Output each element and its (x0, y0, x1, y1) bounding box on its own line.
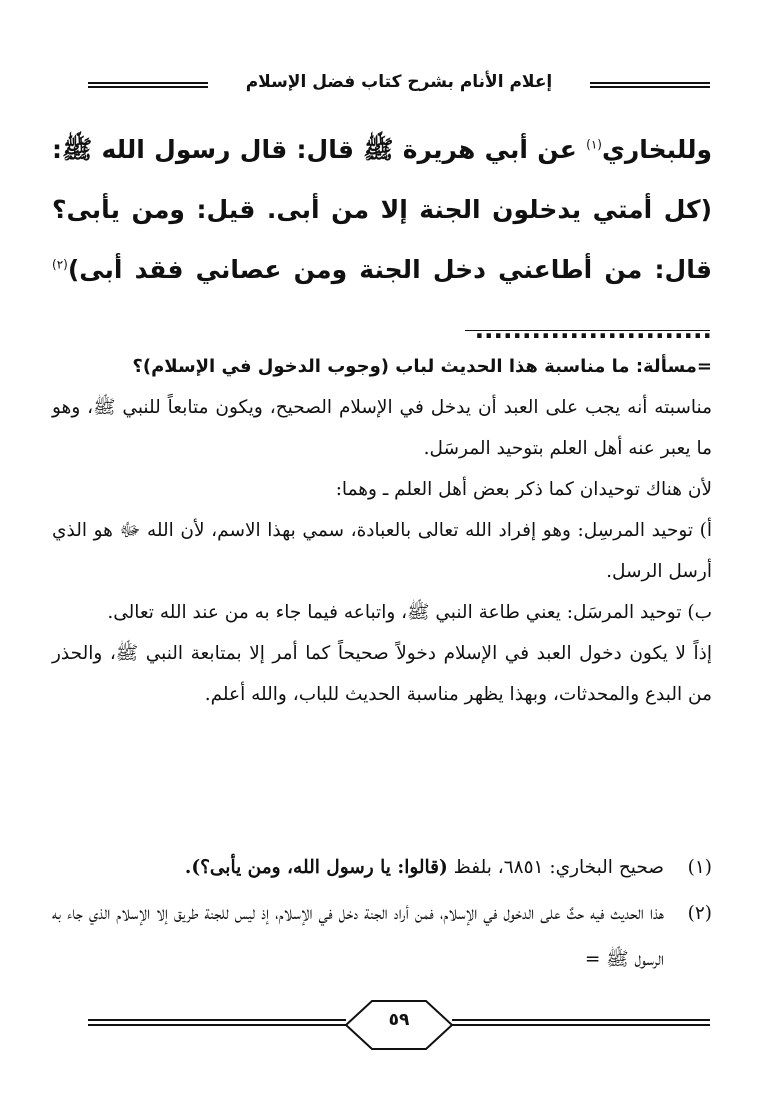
footnote-number: (٢) (687, 903, 712, 924)
continuation-dots: ......................... (474, 315, 712, 344)
header-rule-left (88, 82, 208, 88)
hadith-paragraph (52, 120, 712, 360)
commentary-paragraph-3: أ) توحيد المرسِل: وهو إفراد الله تعالى بالعبادة، سمي بهذا الاسم، لأن الله ﷻ هو الذي أرسل الرسل. (52, 520, 712, 582)
footnote-text-plain: صحيح البخاري: ٦٨٥١، بلفظ (447, 857, 664, 878)
commentary (52, 346, 712, 715)
page-footer (88, 1003, 710, 1051)
commentary-paragraph-5: إذاً لا يكون دخول العبد في الإسلام دخولاً صحيحاً كما أمر إلا بمتابعة النبي ﷺ، والحذر من البدع والمحدثات، وبهذا يظهر مناسبة الحديث للباب، والله أعلم. (52, 643, 712, 705)
running-header (88, 70, 710, 100)
footnote-1 (52, 845, 712, 891)
question-heading: =مسألة: ما مناسبة هذا الحديث لباب (وجوب الدخول في الإسلام)؟ (132, 356, 712, 377)
hadith-intro: وللبخاري (601, 135, 712, 164)
footnote-2 (52, 891, 712, 983)
footnote-ref-1: (١) (586, 137, 602, 152)
commentary-paragraph-2: لأن هناك توحيدان كما ذكر بعض أهل العلم ـ وهما: (335, 479, 712, 500)
main-text (52, 120, 712, 360)
commentary-paragraph-4: ب) توحيد المرسَل: يعني طاعة النبي ﷺ، واتباعه فيما جاء به من عند الله تعالى. (107, 602, 712, 623)
footnote-text: هذا الحديث فيه حثٌ على الدخول في الإسلام، فمن أراد الجنة دخل في الإسلام، إذ ليس للجنة طريق إلا الإسلام الذي جاء به الرسول ﷺ = (52, 903, 664, 970)
footer-rule-left (88, 1019, 346, 1026)
footnote-number: (١) (687, 857, 712, 878)
footnote-separator (465, 330, 710, 331)
commentary-paragraph-1: مناسبته أنه يجب على العبد أن يدخل في الإسلام الصحيح، ويكون متابعاً للنبي ﷺ، وهو ما يعبر عنه أهل العلم بتوحيد المرسَل. (52, 397, 712, 459)
footnote-text (52, 845, 664, 891)
footnotes (52, 845, 712, 983)
footer-rule-right (452, 1019, 710, 1026)
book-title: إعلام الأنام بشرح كتاب فضل الإسلام (245, 72, 553, 92)
footnote-text-bold: (قالوا: يا رسول الله، ومن يأبى؟). (184, 857, 448, 878)
footnote-ref-2: (٢) (52, 257, 68, 272)
hadith-text: عن أبي هريرة ﷺ قال: قال رسول الله ﷺ: (كل أمتي يدخلون الجنة إلا من أبى. قيل: ومن يأبى؟ قال: من أطاعني دخل الجنة ومن عصاني فقد أبى) (52, 135, 712, 284)
page-number: ٥٩ (388, 1010, 410, 1030)
